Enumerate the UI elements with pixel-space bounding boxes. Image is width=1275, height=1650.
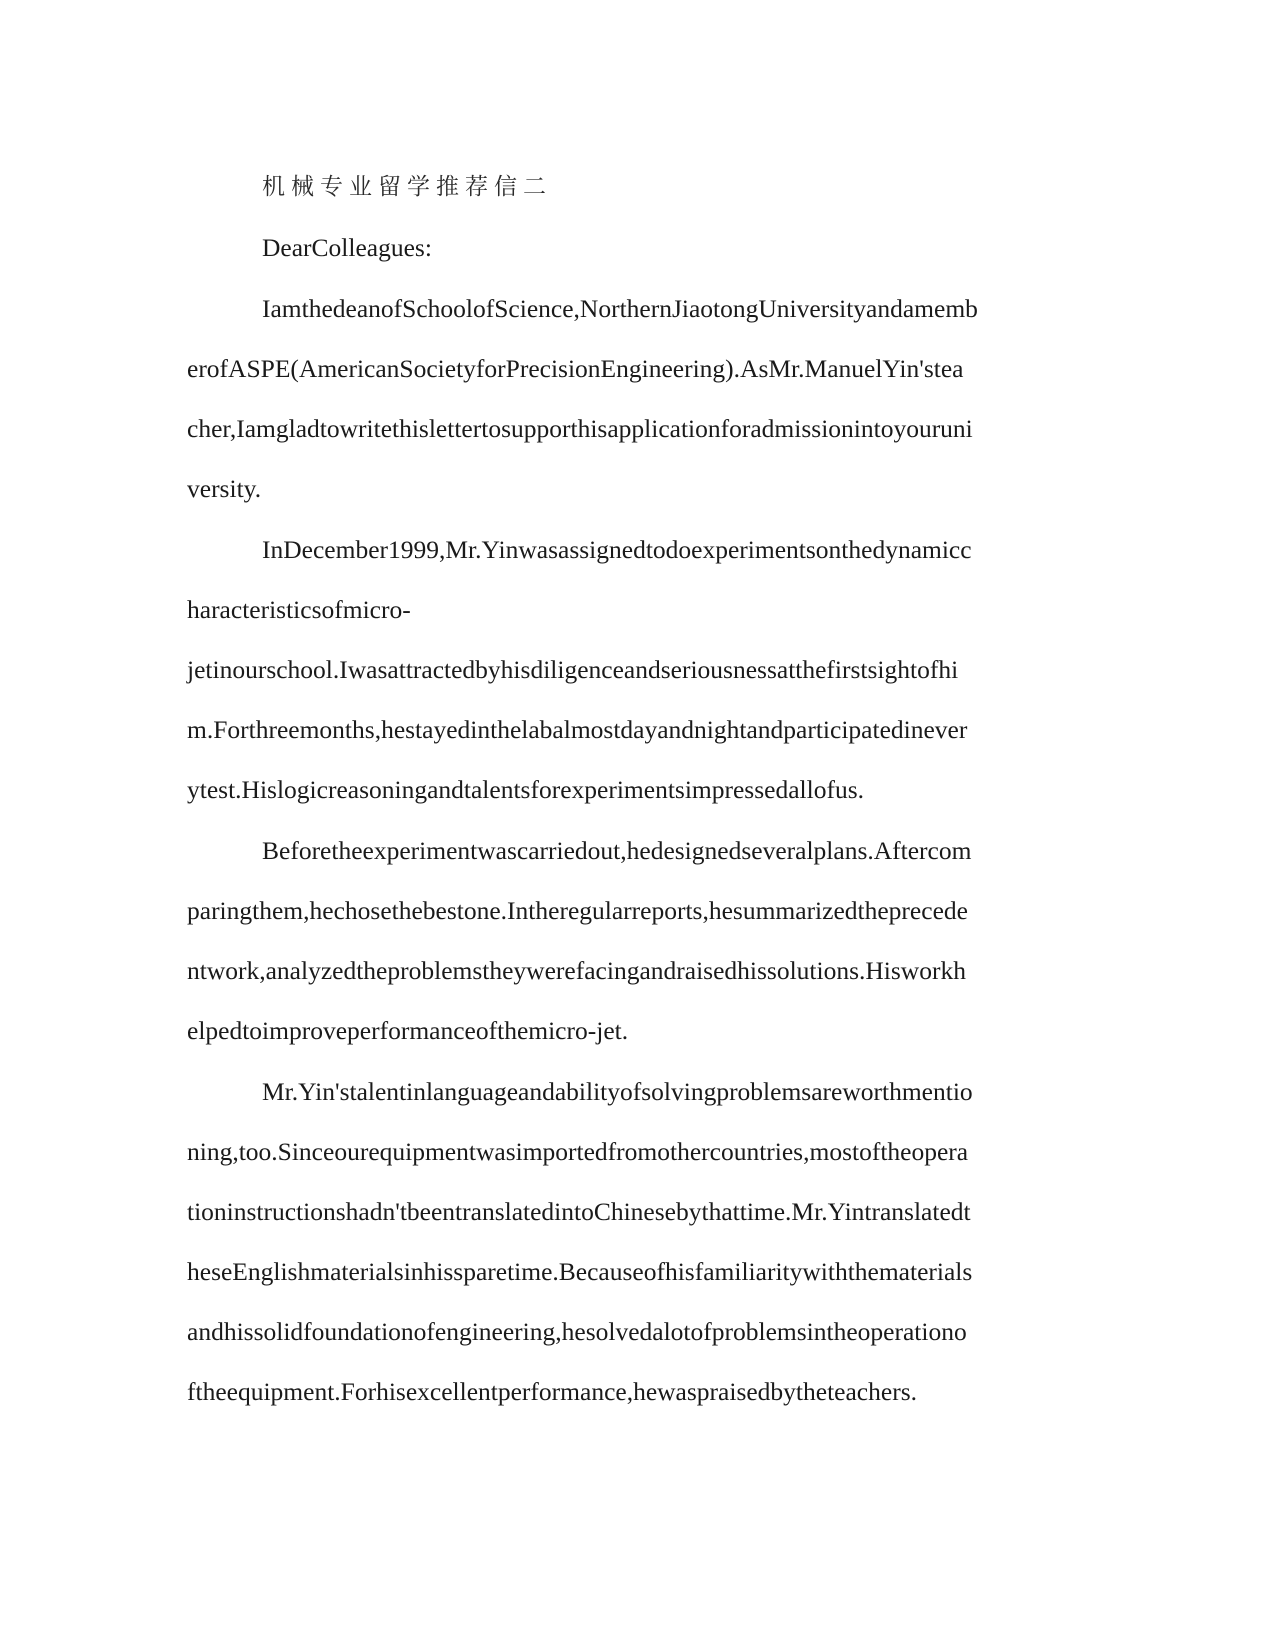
paragraph-1-line-3: cher,Iamgladtowritethislettertosupporthisapplicationforadmissionintoyouruni bbox=[187, 414, 973, 443]
paragraph-2-line-4: m.Forthreemonths,hestayedinthelabalmostdayandnightandparticipatedinever bbox=[187, 715, 968, 744]
paragraph-3-line-4: elpedtoimproveperformanceofthemicro-jet. bbox=[187, 1016, 629, 1045]
paragraph-3-line-3: ntwork,analyzedtheproblemstheywerefacingandraisedhissolutions.Hisworkh bbox=[187, 956, 966, 985]
paragraph-2-line-3: jetinourschool.Iwasattractedbyhisdiligenceandseriousnessatthefirstsightofhi bbox=[187, 655, 959, 684]
paragraph-3-line-2: paringthem,hechosethebestone.Intheregularreports,hesummarizedtheprecede bbox=[187, 896, 968, 925]
paragraph-2-line-2: haracteristicsofmicro- bbox=[187, 595, 411, 624]
paragraph-2-line-1: InDecember1999,Mr.Yinwasassignedtodoexperimentsonthedynamicc bbox=[262, 535, 972, 564]
paragraph-4-line-3: tioninstructionshadn'tbeentranslatedintoChinesebythattime.Mr.Yintranslatedt bbox=[187, 1197, 971, 1226]
paragraph-4-line-4: heseEnglishmaterialsinhissparetime.Becauseofhisfamiliaritywiththematerials bbox=[187, 1257, 973, 1286]
paragraph-4-line-2: ning,too.Sinceourequipmentwasimportedfromothercountries,mostoftheopera bbox=[187, 1137, 969, 1166]
paragraph-4-line-1: Mr.Yin'stalentinlanguageandabilityofsolvingproblemsareworthmentio bbox=[262, 1077, 973, 1106]
paragraph-1-line-4: versity. bbox=[187, 474, 262, 503]
paragraph-2-line-5: ytest.Hislogicreasoningandtalentsforexperimentsimpressedallofus. bbox=[187, 775, 864, 804]
paragraph-4-line-5: andhissolidfoundationofengineering,hesolvedalotofproblemsintheoperationo bbox=[187, 1317, 967, 1346]
paragraph-4-line-6: ftheequipment.Forhisexcellentperformance,hewaspraisedbytheteachers. bbox=[187, 1377, 917, 1406]
paragraph-3-line-1: Beforetheexperimentwascarriedout,hedesignedseveralplans.Aftercom bbox=[262, 836, 972, 865]
salutation: DearColleagues: bbox=[262, 233, 432, 262]
paragraph-1-line-1: IamthedeanofSchoolofScience,NorthernJiaotongUniversityandamemb bbox=[262, 294, 978, 323]
document-title: 机械专业留学推荐信二 bbox=[262, 174, 552, 200]
paragraph-1-line-2: erofASPE(AmericanSocietyforPrecisionEngineering).AsMr.ManuelYin'stea bbox=[187, 354, 964, 383]
